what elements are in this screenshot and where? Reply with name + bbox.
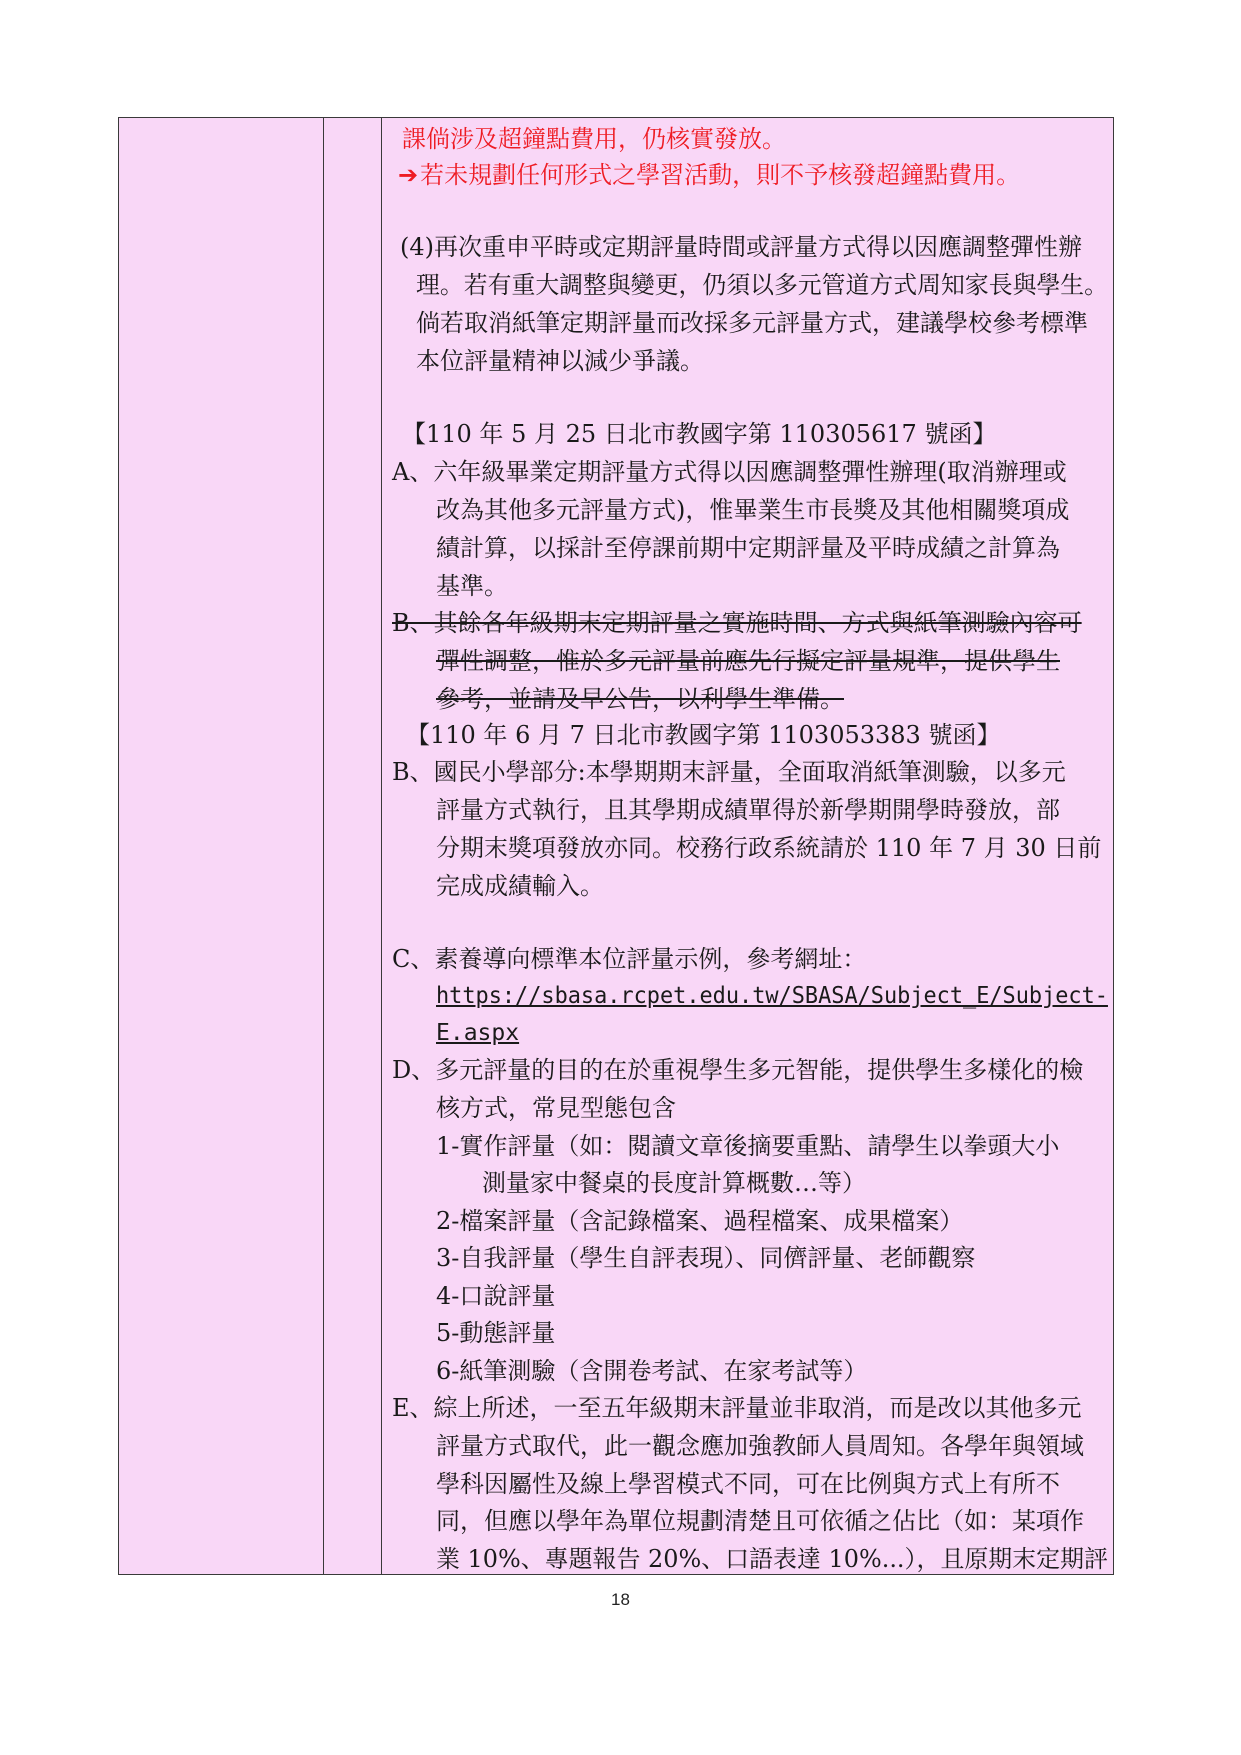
assessment-type-2: 2-檔案評量（含記錄檔案、過程檔案、成果檔案） [436, 1207, 964, 1235]
assessment-type-1-continued: 測量家中餐桌的長度計算概數…等） [482, 1169, 866, 1197]
struck-item-b-line-3: 參考，並請及早公告，以利學生準備。 [436, 685, 844, 713]
item-b-line-4: 完成成績輸入。 [436, 872, 604, 900]
reference-url-link-continued[interactable]: E.aspx [436, 1020, 520, 1046]
item-a-line-2: 改為其他多元評量方式)，惟畢業生市長獎及其他相關獎項成 [436, 496, 1070, 524]
struck-item-b-line-1: B、其餘各年級期末定期評量之實施時間、方式與紙筆測驗內容可 [392, 609, 1082, 637]
column-divider-2 [381, 118, 382, 1574]
item-c-text: C、素養導向標準本位評量示例，參考網址： [392, 945, 867, 973]
item-e-line-3: 學科因屬性及線上學習模式不同，可在比例與方式上有所不 [436, 1470, 1060, 1498]
column-divider-1 [323, 118, 324, 1574]
item-a-line-1: A、六年級畢業定期評量方式得以因應調整彈性辦理(取消辦理或 [392, 458, 1067, 486]
reference-url-link[interactable]: https://sbasa.rcpet.edu.tw/SBASA/Subject_E/Subject- [436, 983, 1108, 1009]
item-a-line-4: 基準。 [436, 572, 508, 600]
item-e-line-2: 評量方式取代，此一觀念應加強教師人員周知。各學年與領域 [436, 1432, 1084, 1460]
item-d-line-1: D、多元評量的目的在於重視學生多元智能，提供學生多樣化的檢 [392, 1056, 1084, 1084]
item-a-line-3: 績計算，以採計至停課前期中定期評量及平時成績之計算為 [436, 534, 1060, 562]
notice2-heading: 【110 年 6 月 7 日北市教國字第 1103053383 號函】 [406, 721, 1001, 749]
item4-line-3: 倘若取消紙筆定期評量而改採多元評量方式，建議學校參考標準 [416, 309, 1088, 337]
item-e-line-4: 同，但應以學年為單位規劃清楚且可依循之佔比（如：某項作 [436, 1507, 1084, 1535]
item-e-line-5: 業 10%、專題報告 20%、口語表達 10%...），且原期末定期評 [436, 1545, 1108, 1573]
item-b-line-3: 分期末獎項發放亦同。校務行政系統請於 110 年 7 月 30 日前 [436, 834, 1102, 862]
notice1-heading: 【110 年 5 月 25 日北市教國字第 110305617 號函】 [402, 420, 997, 448]
struck-item-b-line-2: 彈性調整，惟於多元評量前應先行擬定評量規準，提供學生 [436, 647, 1060, 675]
item-b-line-1: B、國民小學部分:本學期期末評量，全面取消紙筆測驗，以多元 [392, 758, 1066, 786]
item4-line-1: (4)再次重申平時或定期評量時間或評量方式得以因應調整彈性辦 [400, 233, 1082, 261]
assessment-type-4: 4-口說評量 [436, 1282, 556, 1310]
assessment-type-5: 5-動態評量 [436, 1319, 556, 1347]
page-number: 18 [611, 1590, 630, 1609]
item4-line-2: 理。若有重大調整與變更，仍須以多元管道方式周知家長與學生。 [416, 271, 1109, 299]
assessment-type-1: 1-實作評量（如：閱讀文章後摘要重點、請學生以拳頭大小 [436, 1132, 1060, 1160]
item-e-line-1: E、綜上所述，一至五年級期末評量並非取消，而是改以其他多元 [392, 1394, 1082, 1422]
right-arrow-icon: ➔ [398, 161, 419, 189]
item-d-line-2: 核方式，常見型態包含 [436, 1094, 676, 1122]
assessment-type-6: 6-紙筆測驗（含開卷考試、在家考試等） [436, 1357, 868, 1385]
item-b-line-2: 評量方式執行，且其學期成績單得於新學期開學時發放，部 [436, 796, 1060, 824]
red-note-line-1: 課倘涉及超鐘點費用，仍核實發放。 [402, 125, 786, 153]
item4-line-4: 本位評量精神以減少爭議。 [416, 347, 704, 375]
assessment-type-3: 3-自我評量（學生自評表現）、同儕評量、老師觀察 [436, 1244, 976, 1272]
red-note-line-2: ➔若未規劃任何形式之學習活動，則不予核發超鐘點費用。 [398, 161, 1021, 189]
